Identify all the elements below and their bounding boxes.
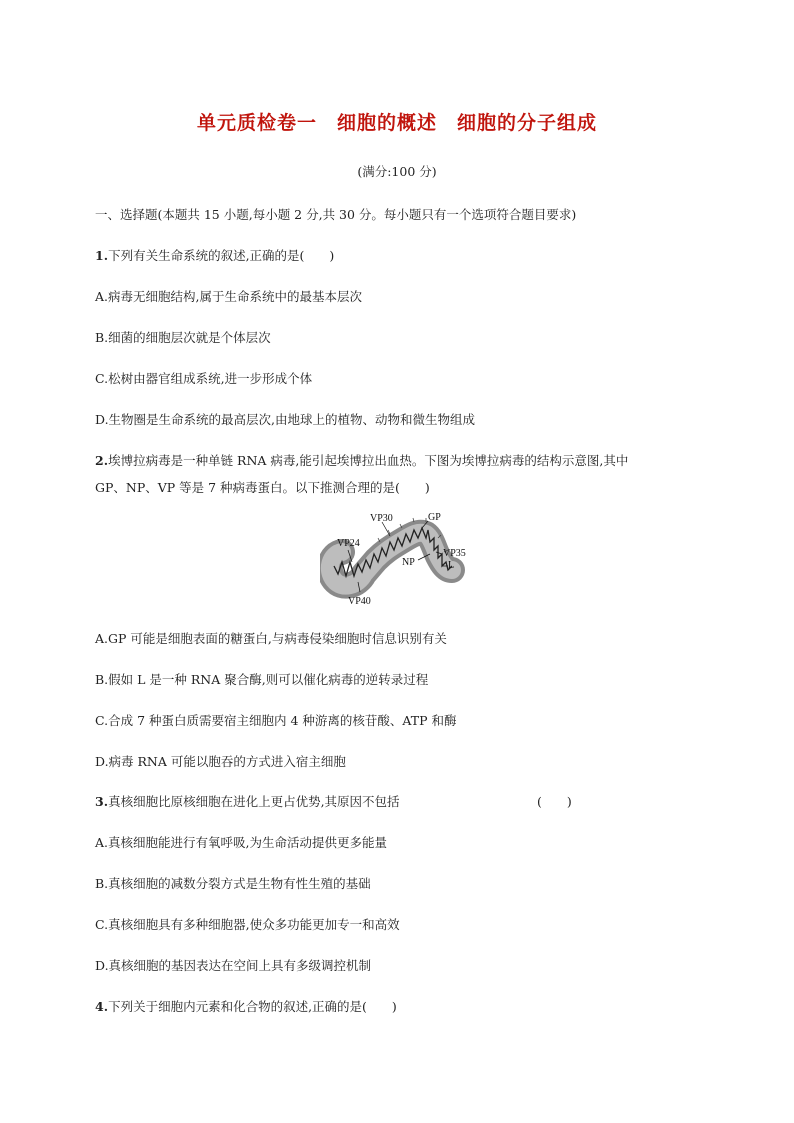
label-vp24: VP24 [337,538,360,549]
q2-option-a: A.GP 可能是细胞表面的糖蛋白,与病毒侵染细胞时信息识别有关 [95,631,447,646]
q1-option-a: A.病毒无细胞结构,属于生命系统中的最基本层次 [95,289,362,304]
question-3 [95,792,400,810]
question-stem-line-2: GP、NP、VP 等是 7 种病毒蛋白。以下推测合理的是( ) [95,480,430,495]
question-number: 4. [95,999,109,1014]
question-stem-line-1: 埃博拉病毒是一种单链 RNA 病毒,能引起埃博拉出血热。下图为埃博拉病毒的结构示意图,其中 [108,453,629,468]
q3-option-a: A.真核细胞能进行有氧呼吸,为生命活动提供更多能量 [95,835,387,850]
question-4 [95,997,397,1015]
q3-option-b: B.真核细胞的减数分裂方式是生物有性生殖的基础 [95,876,371,891]
q1-option-b: B.细菌的细胞层次就是个体层次 [95,330,271,345]
label-gp: GP [428,512,441,523]
question-1 [95,246,334,264]
question-2 [95,451,628,469]
answer-paren: ( ) [537,794,572,809]
question-number: 1. [95,248,109,263]
question-stem: 真核细胞比原核细胞在进化上更占优势,其原因不包括 [108,794,400,809]
full-score: (满分:100 分) [357,164,437,179]
question-stem: 下列有关生命系统的叙述,正确的是( ) [108,248,335,263]
label-np: NP [402,557,415,568]
label-l: L [448,560,455,571]
question-number: 3. [95,794,109,809]
label-vp30: VP30 [370,513,393,524]
q2-option-d: D.病毒 RNA 可能以胞吞的方式进入宿主细胞 [95,754,346,769]
label-vp40: VP40 [348,596,371,607]
q1-option-d: D.生物圈是生命系统的最高层次,由地球上的植物、动物和微生物组成 [95,412,476,427]
q2-option-b: B.假如 L 是一种 RNA 聚合酶,则可以催化病毒的逆转录过程 [95,672,429,687]
label-vp35: VP35 [443,548,466,559]
q2-option-c: C.合成 7 种蛋白质需要宿主细胞内 4 种游离的核苷酸、ATP 和酶 [95,713,457,728]
question-stem: 下列关于细胞内元素和化合物的叙述,正确的是( ) [108,999,397,1014]
ebola-virus-diagram [320,508,480,612]
section-heading: 一、选择题(本题共 15 小题,每小题 2 分,共 30 分。每小题只有一个选项符合题目要求) [95,207,577,222]
question-number: 2. [95,453,109,468]
q1-option-c: C.松树由器官组成系统,进一步形成个体 [95,371,313,386]
exam-title: 单元质检卷一 细胞的概述 细胞的分子组成 [196,112,597,134]
q3-option-c: C.真核细胞具有多种细胞器,使众多功能更加专一和高效 [95,917,400,932]
q3-option-d: D.真核细胞的基因表达在空间上具有多级调控机制 [95,958,372,973]
